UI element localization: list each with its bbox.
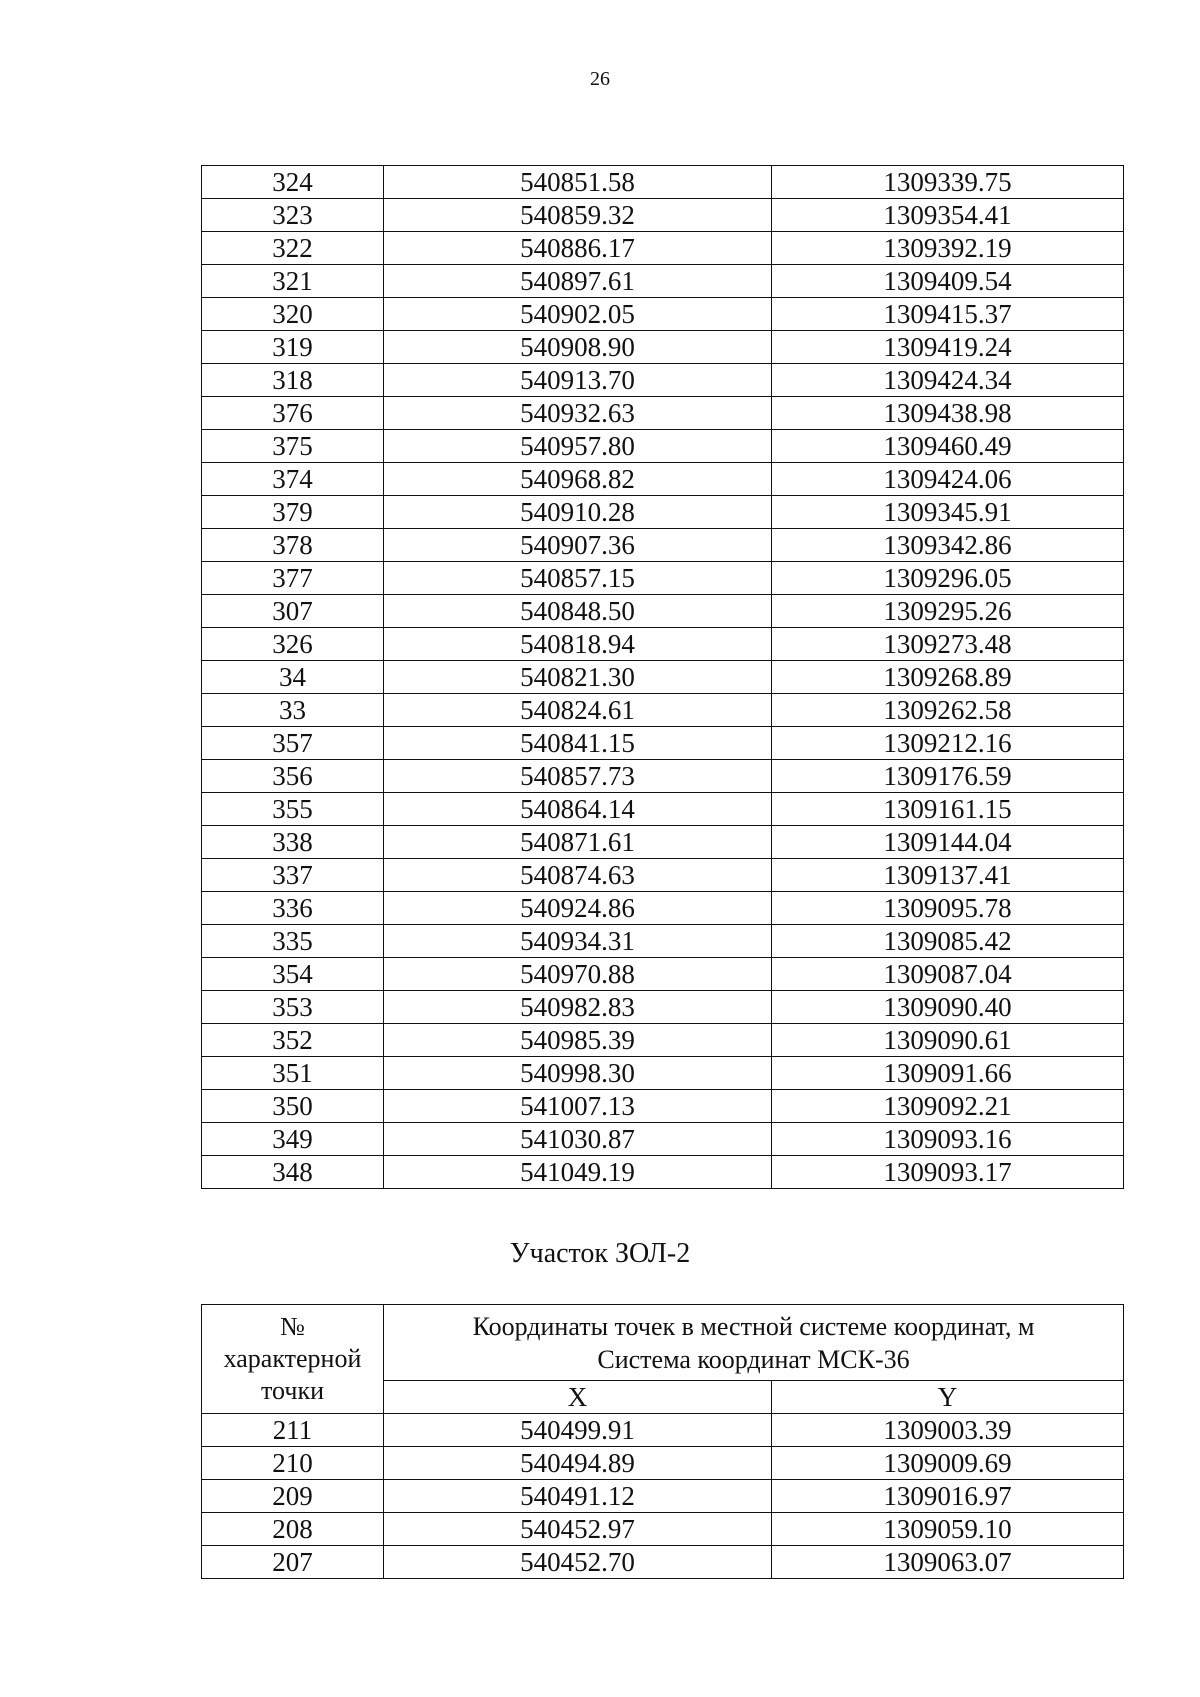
table-row [202, 661, 1124, 694]
x-coordinate-cell: 540491.12 [384, 1480, 772, 1513]
table-row [202, 1024, 1124, 1057]
table-row [202, 199, 1124, 232]
y-coordinate-cell: 1309295.26 [772, 595, 1124, 628]
point-number-cell: 374 [202, 463, 384, 496]
point-number-cell: 350 [202, 1090, 384, 1123]
x-coordinate-cell: 540859.32 [384, 199, 772, 232]
y-coordinate-cell: 1309091.66 [772, 1057, 1124, 1090]
table-row [202, 562, 1124, 595]
x-coordinate-cell: 540848.50 [384, 595, 772, 628]
point-number-cell: 338 [202, 826, 384, 859]
table-row [202, 826, 1124, 859]
y-coordinate-cell: 1309059.10 [772, 1513, 1124, 1546]
x-coordinate-cell: 540841.15 [384, 727, 772, 760]
x-coordinate-cell: 540857.15 [384, 562, 772, 595]
x-coordinate-cell: 540924.86 [384, 892, 772, 925]
y-coordinate-cell: 1309342.86 [772, 529, 1124, 562]
table-row [202, 925, 1124, 958]
x-coordinate-cell: 541049.19 [384, 1156, 772, 1189]
y-coordinate-cell: 1309296.05 [772, 562, 1124, 595]
table-body [202, 1414, 1124, 1579]
coordinates-table-zol-2 [201, 1304, 1124, 1579]
table-row [202, 496, 1124, 529]
point-number-cell: 211 [202, 1414, 384, 1447]
table-row [202, 265, 1124, 298]
table-row [202, 463, 1124, 496]
point-number-cell: 379 [202, 496, 384, 529]
point-number-cell: 353 [202, 991, 384, 1024]
table-row [202, 1156, 1124, 1189]
y-coordinate-cell: 1309460.49 [772, 430, 1124, 463]
table-row [202, 694, 1124, 727]
y-coordinate-cell: 1309063.07 [772, 1546, 1124, 1579]
y-coordinate-cell: 1309339.75 [772, 166, 1124, 199]
point-number-cell: 210 [202, 1447, 384, 1480]
header-row [202, 1305, 1124, 1381]
point-number-cell: 351 [202, 1057, 384, 1090]
x-coordinate-cell: 540821.30 [384, 661, 772, 694]
table-row [202, 1414, 1124, 1447]
point-number-cell: 207 [202, 1546, 384, 1579]
y-column-header: Y [772, 1381, 1124, 1414]
point-number-cell: 319 [202, 331, 384, 364]
table-row [202, 232, 1124, 265]
point-number-cell: 348 [202, 1156, 384, 1189]
x-coordinate-cell: 540970.88 [384, 958, 772, 991]
point-number-cell: 356 [202, 760, 384, 793]
point-number-cell: 349 [202, 1123, 384, 1156]
x-coordinate-cell: 540957.80 [384, 430, 772, 463]
section-title: Участок ЗОЛ-2 [509, 1238, 691, 1269]
y-coordinate-cell: 1309438.98 [772, 397, 1124, 430]
point-number-cell: 209 [202, 1480, 384, 1513]
point-number-cell: 321 [202, 265, 384, 298]
table-row [202, 430, 1124, 463]
point-number-cell: 336 [202, 892, 384, 925]
y-coordinate-cell: 1309273.48 [772, 628, 1124, 661]
x-coordinate-cell: 540998.30 [384, 1057, 772, 1090]
x-coordinate-cell: 541030.87 [384, 1123, 772, 1156]
table-row [202, 1057, 1124, 1090]
table-header [202, 1305, 1124, 1414]
point-number-header-line-1: № [280, 1312, 305, 1341]
point-number-cell: 377 [202, 562, 384, 595]
y-coordinate-cell: 1309090.40 [772, 991, 1124, 1024]
point-number-header [202, 1305, 384, 1414]
x-coordinate-cell: 540907.36 [384, 529, 772, 562]
x-coordinate-cell: 540913.70 [384, 364, 772, 397]
y-coordinate-cell: 1309085.42 [772, 925, 1124, 958]
x-coordinate-cell: 540934.31 [384, 925, 772, 958]
point-number-cell: 33 [202, 694, 384, 727]
table-row [202, 595, 1124, 628]
x-coordinate-cell: 540902.05 [384, 298, 772, 331]
table-row [202, 991, 1124, 1024]
x-coordinate-cell: 540897.61 [384, 265, 772, 298]
point-number-cell: 352 [202, 1024, 384, 1057]
x-coordinate-cell: 540985.39 [384, 1024, 772, 1057]
table-row [202, 331, 1124, 364]
x-coordinate-cell: 540824.61 [384, 694, 772, 727]
x-coordinate-cell: 540982.83 [384, 991, 772, 1024]
point-number-cell: 378 [202, 529, 384, 562]
x-coordinate-cell: 540932.63 [384, 397, 772, 430]
y-coordinate-cell: 1309345.91 [772, 496, 1124, 529]
point-number-cell: 357 [202, 727, 384, 760]
y-coordinate-cell: 1309262.58 [772, 694, 1124, 727]
table-row [202, 793, 1124, 826]
y-coordinate-cell: 1309009.69 [772, 1447, 1124, 1480]
point-number-cell: 335 [202, 925, 384, 958]
table-row [202, 892, 1124, 925]
y-coordinate-cell: 1309144.04 [772, 826, 1124, 859]
point-number-cell: 323 [202, 199, 384, 232]
y-coordinate-cell: 1309003.39 [772, 1414, 1124, 1447]
y-coordinate-cell: 1309090.61 [772, 1024, 1124, 1057]
point-number-cell: 376 [202, 397, 384, 430]
table-row [202, 1480, 1124, 1513]
x-coordinate-cell: 540910.28 [384, 496, 772, 529]
point-number-cell: 307 [202, 595, 384, 628]
y-coordinate-cell: 1309354.41 [772, 199, 1124, 232]
page-number: 26 [590, 68, 610, 90]
x-coordinate-cell: 541007.13 [384, 1090, 772, 1123]
x-coordinate-cell: 540864.14 [384, 793, 772, 826]
x-coordinate-cell: 540874.63 [384, 859, 772, 892]
x-coordinate-cell: 540499.91 [384, 1414, 772, 1447]
y-coordinate-cell: 1309161.15 [772, 793, 1124, 826]
point-number-cell: 318 [202, 364, 384, 397]
coordinates-header-line-1: Координаты точек в местной системе координат, м [472, 1311, 1035, 1341]
point-number-cell: 375 [202, 430, 384, 463]
point-number-cell: 324 [202, 166, 384, 199]
x-coordinate-cell: 540968.82 [384, 463, 772, 496]
point-number-cell: 354 [202, 958, 384, 991]
x-coordinate-cell: 540452.97 [384, 1513, 772, 1546]
table-row [202, 397, 1124, 430]
y-coordinate-cell: 1309095.78 [772, 892, 1124, 925]
y-coordinate-cell: 1309016.97 [772, 1480, 1124, 1513]
y-coordinate-cell: 1309212.16 [772, 727, 1124, 760]
y-coordinate-cell: 1309424.06 [772, 463, 1124, 496]
y-coordinate-cell: 1309392.19 [772, 232, 1124, 265]
point-number-cell: 322 [202, 232, 384, 265]
point-number-header-line-2: характерной [223, 1344, 362, 1373]
point-number-cell: 337 [202, 859, 384, 892]
y-coordinate-cell: 1309415.37 [772, 298, 1124, 331]
y-coordinate-cell: 1309093.17 [772, 1156, 1124, 1189]
point-number-cell: 355 [202, 793, 384, 826]
table-row [202, 1513, 1124, 1546]
table-row [202, 1123, 1124, 1156]
table-row [202, 298, 1124, 331]
coordinates-table-continued [201, 165, 1124, 1189]
y-coordinate-cell: 1309268.89 [772, 661, 1124, 694]
table-row [202, 727, 1124, 760]
table-body [202, 166, 1124, 1189]
point-number-cell: 34 [202, 661, 384, 694]
y-coordinate-cell: 1309087.04 [772, 958, 1124, 991]
table-row [202, 1090, 1124, 1123]
table-row [202, 958, 1124, 991]
x-coordinate-cell: 540494.89 [384, 1447, 772, 1480]
table-row [202, 859, 1124, 892]
y-coordinate-cell: 1309409.54 [772, 265, 1124, 298]
x-coordinate-cell: 540818.94 [384, 628, 772, 661]
point-number-header-line-3: точки [261, 1376, 324, 1405]
x-coordinate-cell: 540452.70 [384, 1546, 772, 1579]
table-row [202, 1546, 1124, 1579]
table-row [202, 364, 1124, 397]
y-coordinate-cell: 1309419.24 [772, 331, 1124, 364]
x-column-header: X [384, 1381, 772, 1414]
x-coordinate-cell: 540908.90 [384, 331, 772, 364]
y-coordinate-cell: 1309176.59 [772, 760, 1124, 793]
coordinates-header-line-2: Система координат МСК-36 [597, 1344, 910, 1374]
table-row [202, 1447, 1124, 1480]
x-coordinate-cell: 540886.17 [384, 232, 772, 265]
coordinates-header [384, 1305, 1124, 1381]
x-coordinate-cell: 540857.73 [384, 760, 772, 793]
point-number-cell: 320 [202, 298, 384, 331]
x-coordinate-cell: 540851.58 [384, 166, 772, 199]
table-row [202, 166, 1124, 199]
table-row [202, 529, 1124, 562]
table-row [202, 760, 1124, 793]
point-number-cell: 208 [202, 1513, 384, 1546]
y-coordinate-cell: 1309424.34 [772, 364, 1124, 397]
point-number-cell: 326 [202, 628, 384, 661]
table-row [202, 628, 1124, 661]
x-coordinate-cell: 540871.61 [384, 826, 772, 859]
y-coordinate-cell: 1309093.16 [772, 1123, 1124, 1156]
y-coordinate-cell: 1309137.41 [772, 859, 1124, 892]
y-coordinate-cell: 1309092.21 [772, 1090, 1124, 1123]
